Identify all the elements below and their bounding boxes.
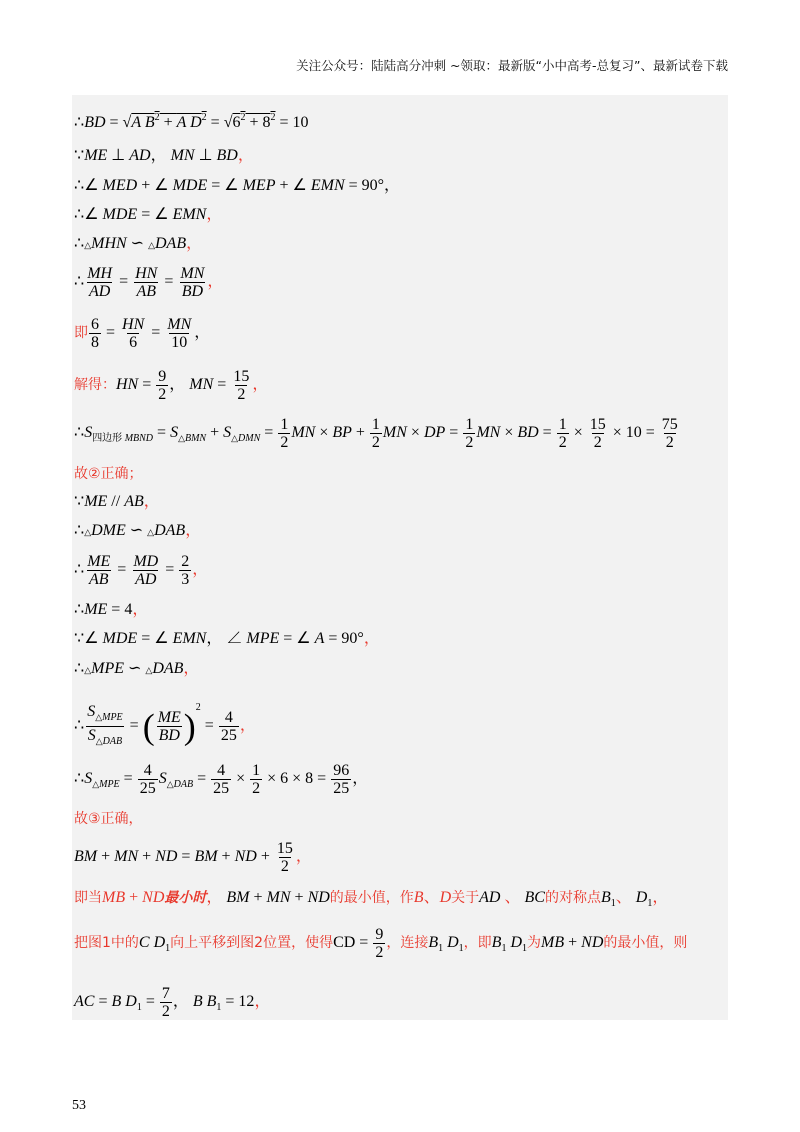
eq-similar-dme-dab: ∴△DME ∽ △DAB， [74,522,202,539]
eq-me-value: ∴ME = 4， [74,601,149,618]
eq-ratio-me-ab: ∴ $\frac{ME}{AB}$ = $\frac{MD}{AD}$ = $\frac{2}{3}$ ， [74,553,209,588]
eq-solve-hn-mn: 解得：HN = $\frac{9}{2}$ ， MN = $\frac{15}{2}$ ， [74,368,269,403]
eq-similar-mhn-dab: ∴△MHN ∽ △DAB， [74,235,203,252]
conclusion-2: 故②正确； [74,466,143,482]
eq-ratio-values: 即 $\frac{6}{8}$ = $\frac{HN}{6}$ = $\frac{MN}{10}$ ， [74,316,211,351]
eq-mpe-area: $\therefore S_{\triangle MPE}$ = $\frac{4}{25}$ $S_{\triangle DAB}$ = $\frac{4}{25}$ × $\frac{1}{2}$ × 6 × 8 = $\frac{96}{25}$ ， [74,762,369,797]
eq-ratio-mh-ad: ∴ $\frac{MH}{AD}$ = $\frac{HN}{AB}$ = $\frac{MN}{BD}$ ， [74,265,224,300]
eq-perpendicular: ∵ME ⊥ AD， MN ⊥ BD， [74,147,254,164]
eq-similar-mpe-dab: ∴△MPE ∽ △DAB， [74,660,200,677]
page-header: 关注公众号：陆陆高分冲刺 ~领取：最新版“小中高考-总复习”、最新试卷下载 [296,58,728,73]
text-translation: 把图1中的C $D_1$向上平移到图2位置，使得CD = $\frac{9}{2}$ ，连接$B_1$ $D_1$，即$B_1$ $D_1$为MB + ND的最小值，则 [74,926,688,961]
eq-parallel: ∵ME // AB， [74,493,160,510]
eq-angles-right: ∵∠ MDE = ∠ EMN， ∠ MPE = ∠ A = 90°， [74,630,380,647]
eq-area-ratio: ∴ $\frac{S_{\triangle MPE}}{S_{\triangle DAB}}$ = ( $\frac{ME}{BD}$ )$^2$ = $\frac{4}{25}$ ， [74,698,256,750]
eq-bm-mn-nd: BM + MN + ND = BM + ND + $\frac{15}{2}$ ， [74,840,312,875]
eq-angle-sum: ∴∠ MED + ∠ MDE = ∠ MEP + ∠ EMN = 90°， [74,177,401,194]
text-minimum-condition: 即当MB + ND最小时， BM + MN + ND的最小值，作B、D关于AD 、 BC的对称点$B_1$、 $D_1$， [74,889,669,909]
eq-ac-bb1: AC = B $D_1$ = $\frac{7}{2}$ ， B $B_1 = 12$， [74,985,271,1020]
eq-bd-length: ∴BD = √A $B^2 + A$ $D^2 = √6^2 + 8^2 = 10$ [74,112,309,131]
conclusion-3: 故③正确， [74,811,143,827]
page-number: 53 [72,1098,86,1113]
eq-angle-equal: ∴∠ MDE = ∠ EMN， [74,206,223,223]
eq-quadrilateral-area: $\therefore S_{四边形 MBND} = S_{\triangle BMN} + S_{\triangle DMN}$ = $\frac{1}{2}$ MN × BP + $\frac{1}{2}$ MN × DP = $\frac{1}{2}$ MN × BD = $\frac{1}{2}$ × $\frac{15}{2}$ × 10 = $\frac{75}{2}$ [74,416,678,451]
